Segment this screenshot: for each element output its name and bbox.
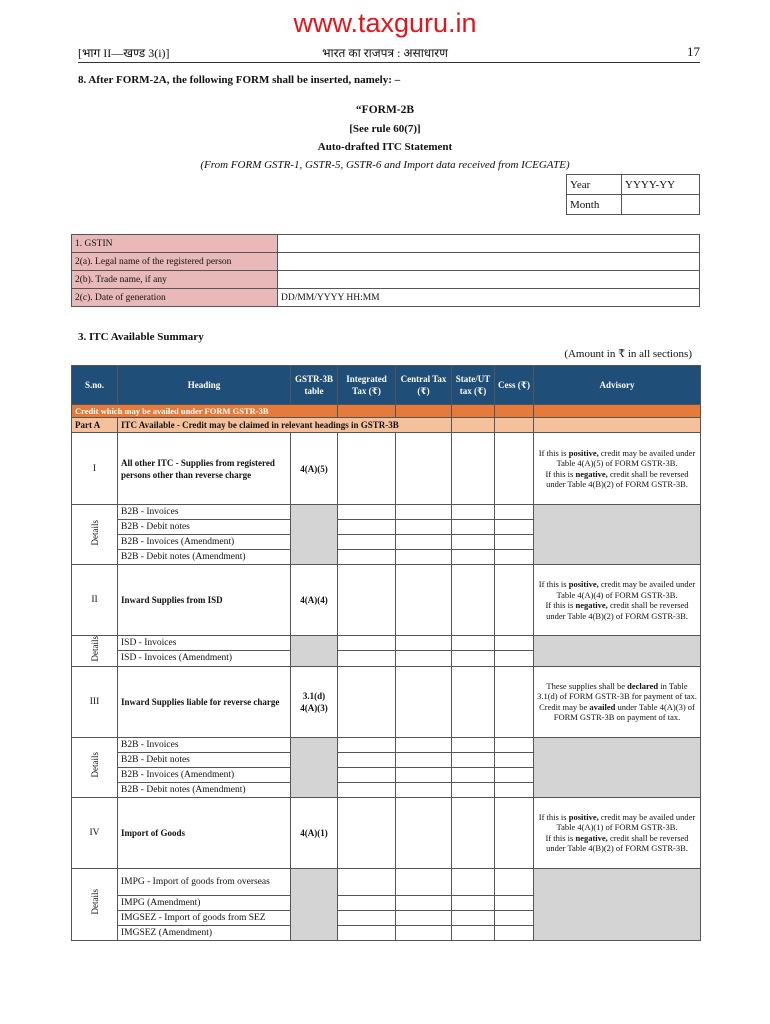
form-name: Auto-drafted ITC Statement [317,141,453,153]
year-label: Year [567,175,622,195]
row-sno: III [72,666,118,737]
row-advisory: These supplies shall be declared in Table 3.1(d) of FORM GSTR-3B for payment of tax. Credit may be availed under Table 4(A)(3) of FORM GSTR-3B on payment of tax. [534,666,701,737]
detail-grey-cell [291,636,338,667]
detail-item: ISD - Invoices [118,636,291,651]
detail-item: B2B - Invoices [118,505,291,520]
year-value: YYYY-YY [622,175,700,195]
detail-advisory-grey [534,505,701,565]
detail-grey-cell [291,505,338,565]
form-source: (From FORM GSTR-1, GSTR-5, GSTR-6 and Import data received from ICEGATE) [200,159,570,171]
col-heading: Heading [118,366,291,405]
row-sno: II [72,565,118,636]
watermark-url: www.taxguru.in [293,8,477,38]
gstin-value [278,235,700,253]
detail-row [72,505,701,520]
generation-date-label: 2(c). Date of generation [72,289,278,307]
trade-name-value [278,271,700,289]
detail-item: ISD - Invoices (Amendment) [118,651,291,666]
detail-item: B2B - Debit notes [118,520,291,535]
row-sno: I [72,433,118,505]
header-part: [भाग II—खण्ड 3(i)] [78,46,170,60]
header-gazette: भारत का राजपत्र : असाधारण [322,46,448,60]
gstin-label: 1. GSTIN [72,235,278,253]
row-table-ref: 4(A)(5) [291,433,338,505]
col-sno: S.no. [72,366,118,405]
amount-note: (Amount in ₹ in all sections) [564,348,692,360]
row-heading: Inward Supplies from ISD [118,565,291,636]
col-sgst: State/UT tax (₹) [452,366,495,405]
credit-band-row [72,405,701,418]
col-advisory: Advisory [534,366,701,405]
igst-cell [338,433,396,505]
row-heading: Import of Goods [118,797,291,868]
col-gstr3b: GSTR-3B table [291,366,338,405]
row-advisory: If this is positive, credit may be availed under Table 4(A)(1) of FORM GSTR-3B. If this is negative, credit shall be reversed under Table 4(B)(2) of FORM GSTR-3B. [534,797,701,868]
row-table-ref: 3.1(d) 4(A)(3) [291,666,338,737]
trade-name-label: 2(b). Trade name, if any [72,271,278,289]
row-advisory: If this is positive, credit may be availed under Table 4(A)(5) of FORM GSTR-3B. If this is negative, credit shall be reversed under Table 4(B)(2) of FORM GSTR-3B. [534,433,701,505]
col-igst: Integrated Tax (₹) [338,366,396,405]
detail-advisory-grey [534,868,701,940]
part-a-label: Part A [72,418,118,433]
part-a-text: ITC Available - Credit may be claimed in relevant headings in GSTR-3B [118,418,452,433]
table-row [72,666,701,737]
month-value [622,195,700,215]
itc-summary-table [71,365,701,941]
detail-row [72,636,701,651]
detail-advisory-grey [534,737,701,797]
detail-advisory-grey [534,636,701,667]
detail-item: B2B - Debit notes (Amendment) [118,550,291,565]
row-table-ref: 4(A)(4) [291,565,338,636]
form-rule: [See rule 60(7)] [349,123,421,135]
page-number: 17 [687,44,700,59]
table-row [72,797,701,868]
header-rule [78,62,700,63]
detail-grey-cell [291,737,338,797]
legal-name-label: 2(a). Legal name of the registered person [72,253,278,271]
cess-cell [495,433,534,505]
credit-band-text: Credit which may be availed under FORM GSTR-3B [72,405,338,418]
generation-date-value: DD/MM/YYYY HH:MM [278,289,700,307]
table-header-row [72,366,701,405]
month-label: Month [567,195,622,215]
legal-name-value [278,253,700,271]
detail-row [72,868,701,895]
table-row [72,565,701,636]
sgst-cell [452,433,495,505]
col-cess: Cess (₹) [495,366,534,405]
detail-item: IMGSEZ (Amendment) [118,925,291,940]
row-heading: All other ITC - Supplies from registered persons other than reverse charge [118,433,291,505]
table-row [72,433,701,505]
details-label: Details [72,505,118,565]
detail-item: B2B - Debit notes (Amendment) [118,782,291,797]
period-table [566,174,700,215]
section-3-heading: 3. ITC Available Summary [78,331,204,343]
cgst-cell [396,433,452,505]
detail-item: IMPG (Amendment) [118,895,291,910]
row-heading: Inward Supplies liable for reverse charge [118,666,291,737]
details-label: Details [72,868,118,940]
details-label: Details [72,636,118,667]
form-title: “FORM-2B [355,104,415,116]
detail-grey-cell [291,868,338,940]
detail-item: IMGSEZ - Import of goods from SEZ [118,910,291,925]
taxpayer-details-table [71,234,700,307]
col-cgst: Central Tax (₹) [396,366,452,405]
detail-item: B2B - Invoices [118,737,291,752]
detail-item: IMPG - Import of goods from overseas [118,868,291,895]
detail-row [72,737,701,752]
detail-item: B2B - Invoices (Amendment) [118,767,291,782]
row-sno: IV [72,797,118,868]
part-a-row [72,418,701,433]
detail-item: B2B - Debit notes [118,752,291,767]
row-table-ref: 4(A)(1) [291,797,338,868]
details-label: Details [72,737,118,797]
detail-item: B2B - Invoices (Amendment) [118,535,291,550]
row-advisory: If this is positive, credit may be availed under Table 4(A)(4) of FORM GSTR-3B. If this is negative, credit shall be reversed under Table 4(B)(2) of FORM GSTR-3B. [534,565,701,636]
section-8-heading: 8. After FORM-2A, the following FORM shall be inserted, namely: – [78,74,401,86]
